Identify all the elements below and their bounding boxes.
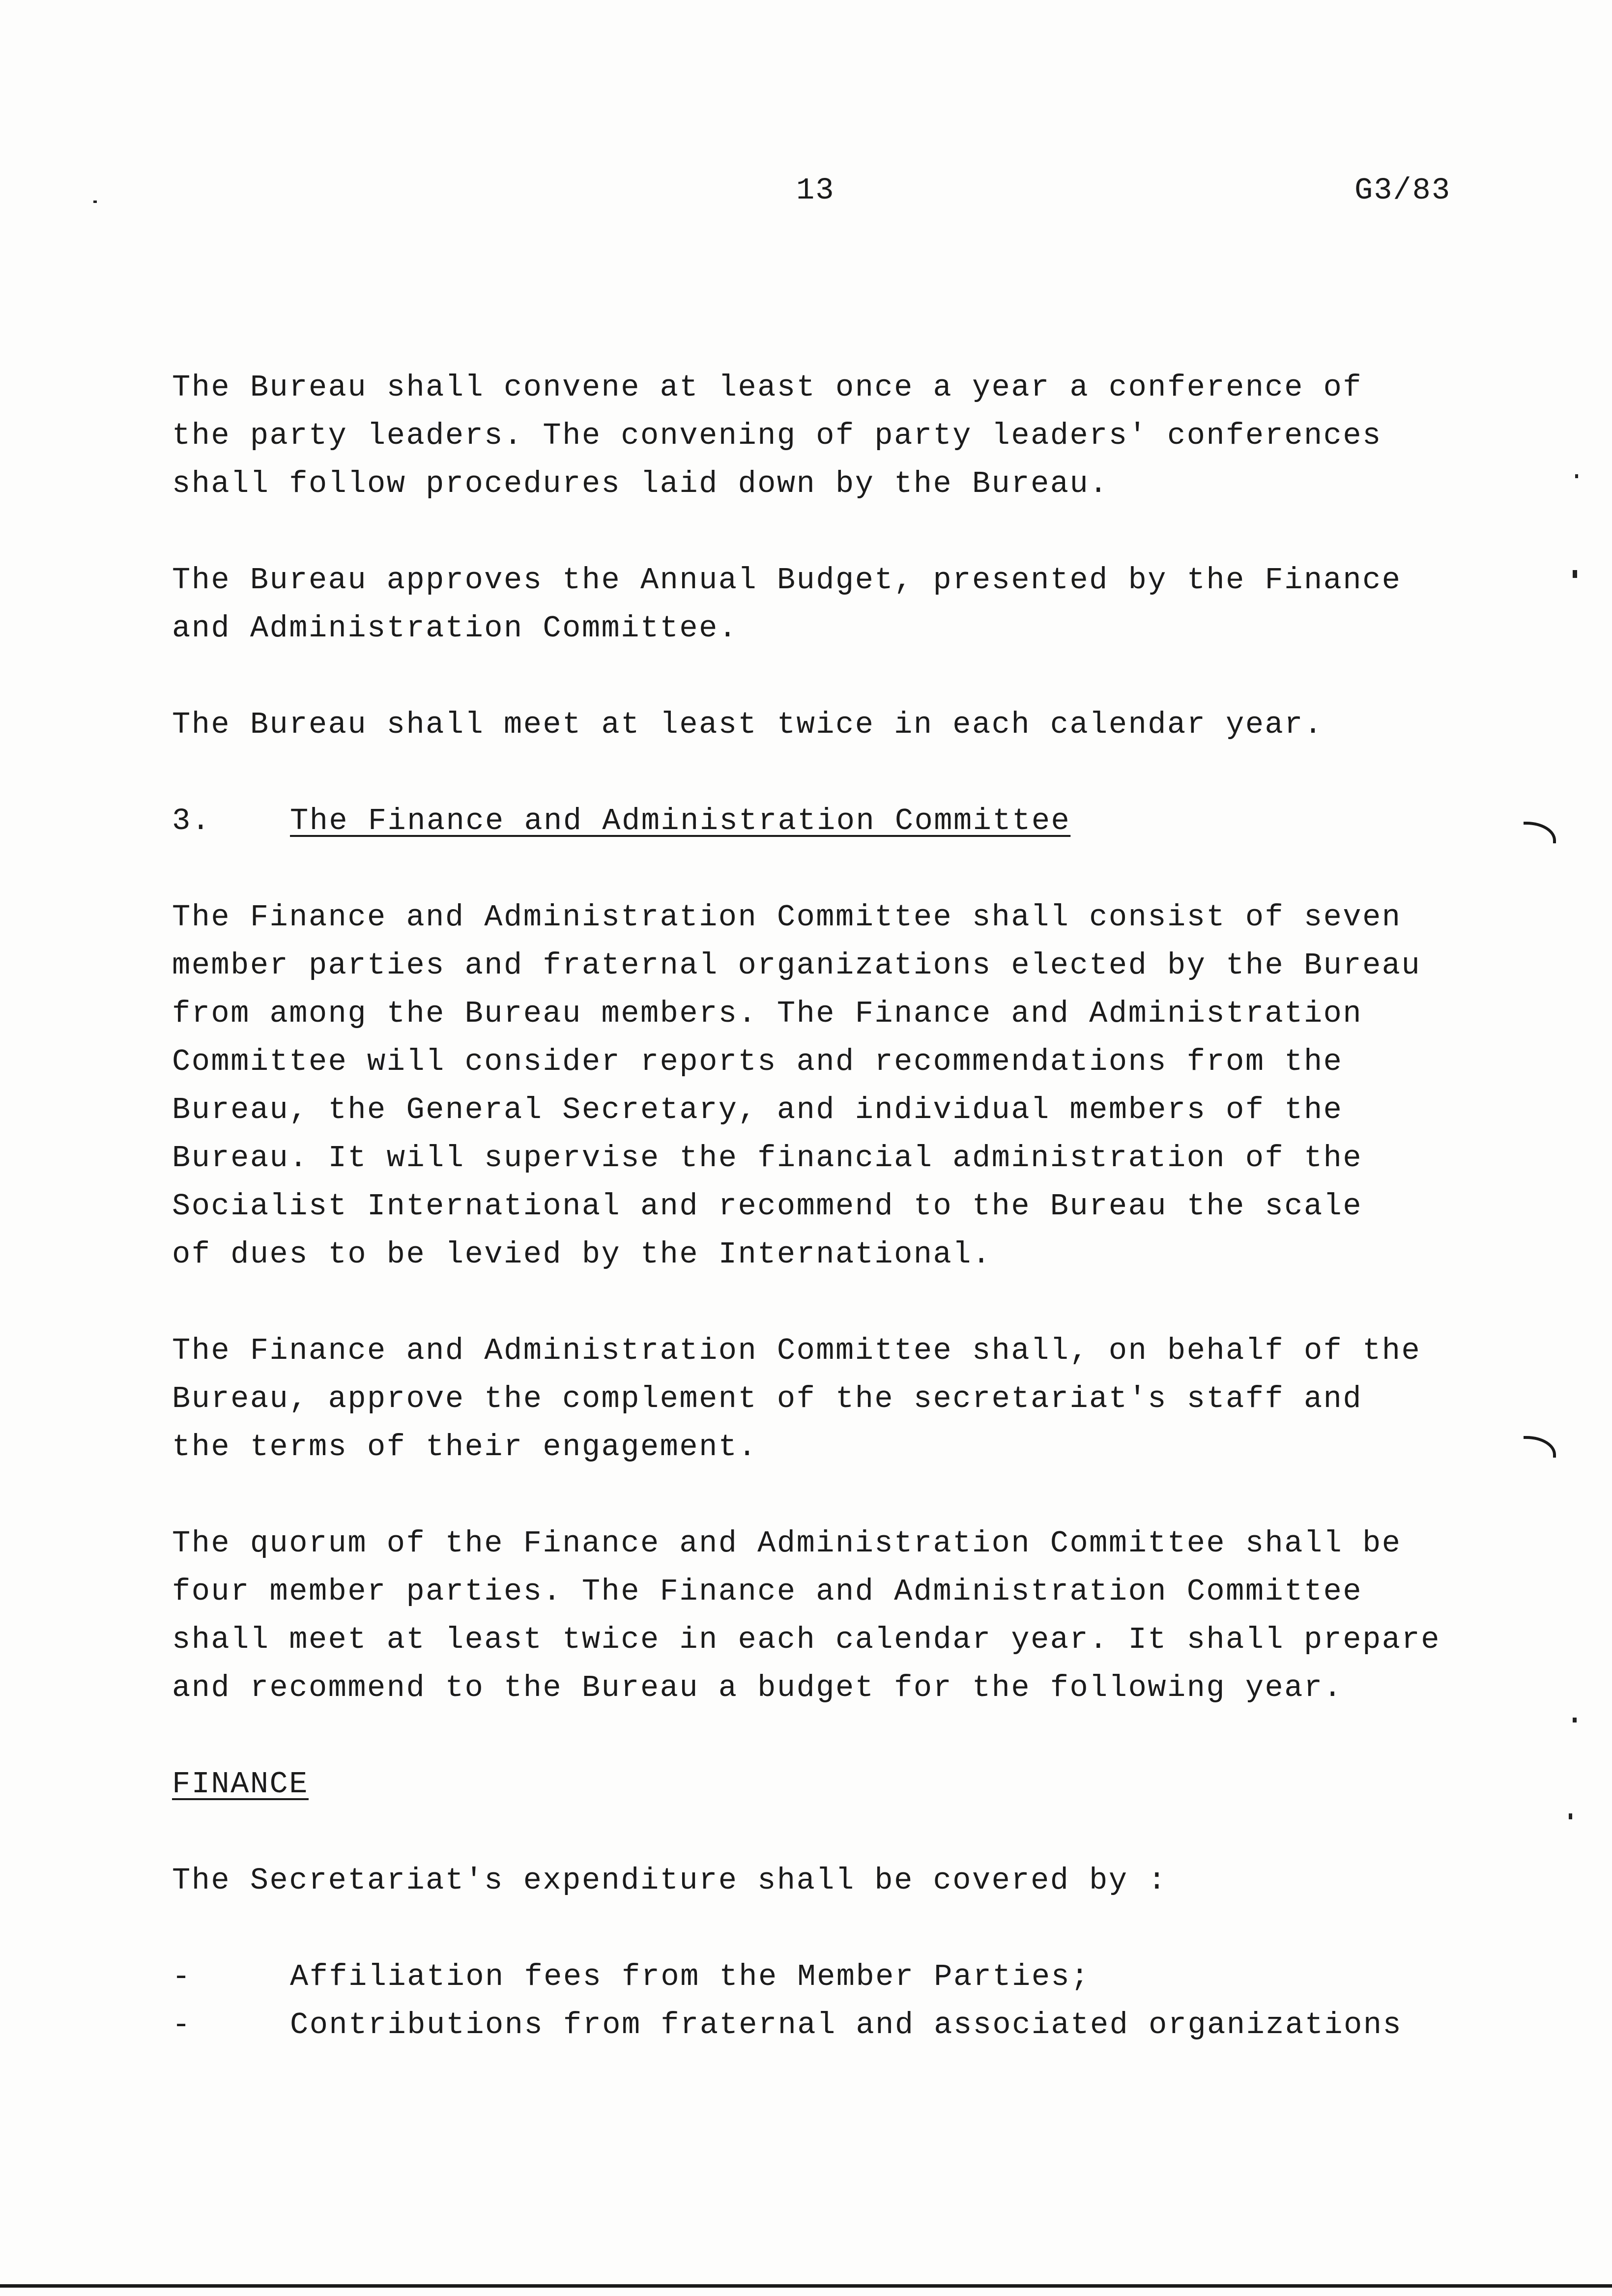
list-item (172, 1953, 1499, 2001)
scan-speck (1573, 570, 1577, 578)
finance-heading: FINANCE (172, 1767, 309, 1802)
list-item-text: Contributions from fraternal and associated organizations (290, 2008, 1403, 2042)
section-heading (172, 797, 1499, 845)
document-reference: G3/83 (1354, 173, 1451, 208)
scan-speck (1569, 1813, 1572, 1819)
page-bottom-edge (0, 2284, 1612, 2288)
paragraph-bureau-meetings: The Bureau shall meet at least twice in each calendar year. (172, 707, 1324, 742)
scan-speck (93, 201, 97, 203)
scan-speck (1575, 474, 1578, 478)
document-body (172, 364, 1499, 2049)
list-item-text: Affiliation fees from the Member Parties; (290, 1959, 1090, 1994)
paragraph-annual-budget: The Bureau approves the Annual Budget, presented by the Finance and Administration Committee. (172, 563, 1402, 646)
list-item (172, 2001, 1499, 2049)
page-number: 13 (796, 173, 835, 208)
section-title: The Finance and Administration Committee (290, 804, 1071, 838)
list-dash: - (172, 1959, 192, 1994)
finance-intro: The Secretariat's expenditure shall be covered by : (172, 1863, 1168, 1898)
binding-mark (1524, 1436, 1556, 1458)
scan-speck (1573, 1718, 1577, 1722)
paragraph-committee-composition: The Finance and Administration Committee shall consist of seven member parties and fraternal organizations elected by the Bureau from among the Bureau members. The Finance and Administration Committee will consider reports and recommendations from the Bureau, the General Secretary, and individual members of the Bureau. It will supervise the financial administration of the Socialist International and recommend to the Bureau the scale of dues to be levied by the International. (172, 900, 1421, 1272)
paragraph-committee-staff: The Finance and Administration Committee shall, on behalf of the Bureau, approve the complement of the secretariat's staff and the terms of their engagement. (172, 1333, 1421, 1464)
section-number: 3. (172, 804, 211, 838)
paragraph-party-leaders-conference: The Bureau shall convene at least once a year a conference of the party leaders. The convening of party leaders' conferences shall follow procedures laid down by the Bureau. (172, 370, 1382, 501)
binding-mark (1524, 822, 1556, 843)
list-dash: - (172, 2008, 192, 2042)
finance-list (172, 1953, 1499, 2049)
paragraph-committee-quorum: The quorum of the Finance and Administration Committee shall be four member parties. The Finance and Administration Committee shall meet at least twice in each calendar year. It shall prepare and recommend to the Bureau a budget for the following year. (172, 1526, 1440, 1705)
